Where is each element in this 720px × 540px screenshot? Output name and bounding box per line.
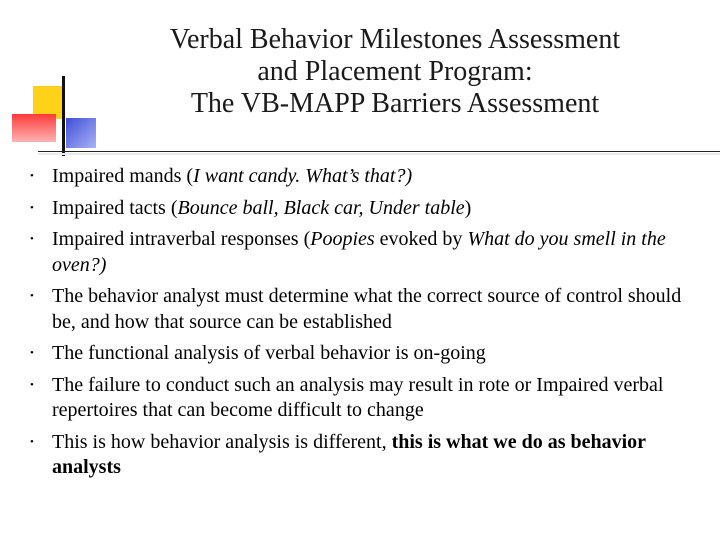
horizontal-rule: [38, 151, 720, 152]
slide-title: [110, 24, 680, 120]
item-text-bold: this is what we do as behavior analysts: [52, 430, 646, 478]
title-line-2: and Placement Program:: [257, 56, 533, 87]
item-text-italic: I want candy. What’s that?): [193, 165, 413, 187]
red-square: [12, 114, 56, 142]
title-line-1: Verbal Behavior Milestones Assessment: [169, 24, 621, 55]
list-item: [0, 373, 720, 424]
title-line-3: The VB-MAPP Barriers Assessment: [190, 88, 600, 119]
item-text: Impaired intraverbal responses (: [52, 228, 311, 250]
bullet-icon: •: [30, 170, 34, 182]
list-item: [0, 164, 720, 190]
vertical-rule: [62, 76, 65, 156]
bullet-icon: •: [30, 233, 34, 245]
item-text: ): [464, 196, 472, 219]
bullet-icon: •: [30, 435, 34, 448]
item-text-italic: Poopies: [310, 228, 375, 250]
bullet-icon: •: [30, 290, 34, 302]
list-item: [0, 430, 720, 481]
item-text: This is how behavior analysis is different,: [52, 430, 392, 453]
blue-square: [66, 118, 96, 148]
item-text: The behavior analyst must determine what the correct source of control should be, and how that source can be established: [52, 285, 682, 333]
item-text: The failure to conduct such an analysis may result in rote or Impaired verbal repertoires that can become difficult to change: [52, 373, 664, 421]
list-item: [0, 341, 720, 367]
horizontal-rule-shadow: [38, 153, 720, 155]
item-text: evoked by: [374, 228, 468, 250]
bullet-list: [0, 164, 720, 487]
list-item: [0, 284, 720, 335]
bullet-icon: •: [30, 201, 34, 214]
item-text: The functional analysis of verbal behavior is on-going: [52, 342, 486, 364]
item-text: Impaired tacts (: [52, 196, 178, 219]
list-item: [0, 227, 720, 278]
bullet-icon: •: [30, 347, 34, 359]
list-item: [0, 196, 720, 222]
item-text: Impaired mands (: [52, 165, 194, 187]
item-text-italic: Bounce ball, Black car, Under table: [177, 196, 465, 219]
bullet-icon: •: [30, 378, 34, 391]
item-text-italic: What do you smell in the oven?): [52, 228, 666, 276]
